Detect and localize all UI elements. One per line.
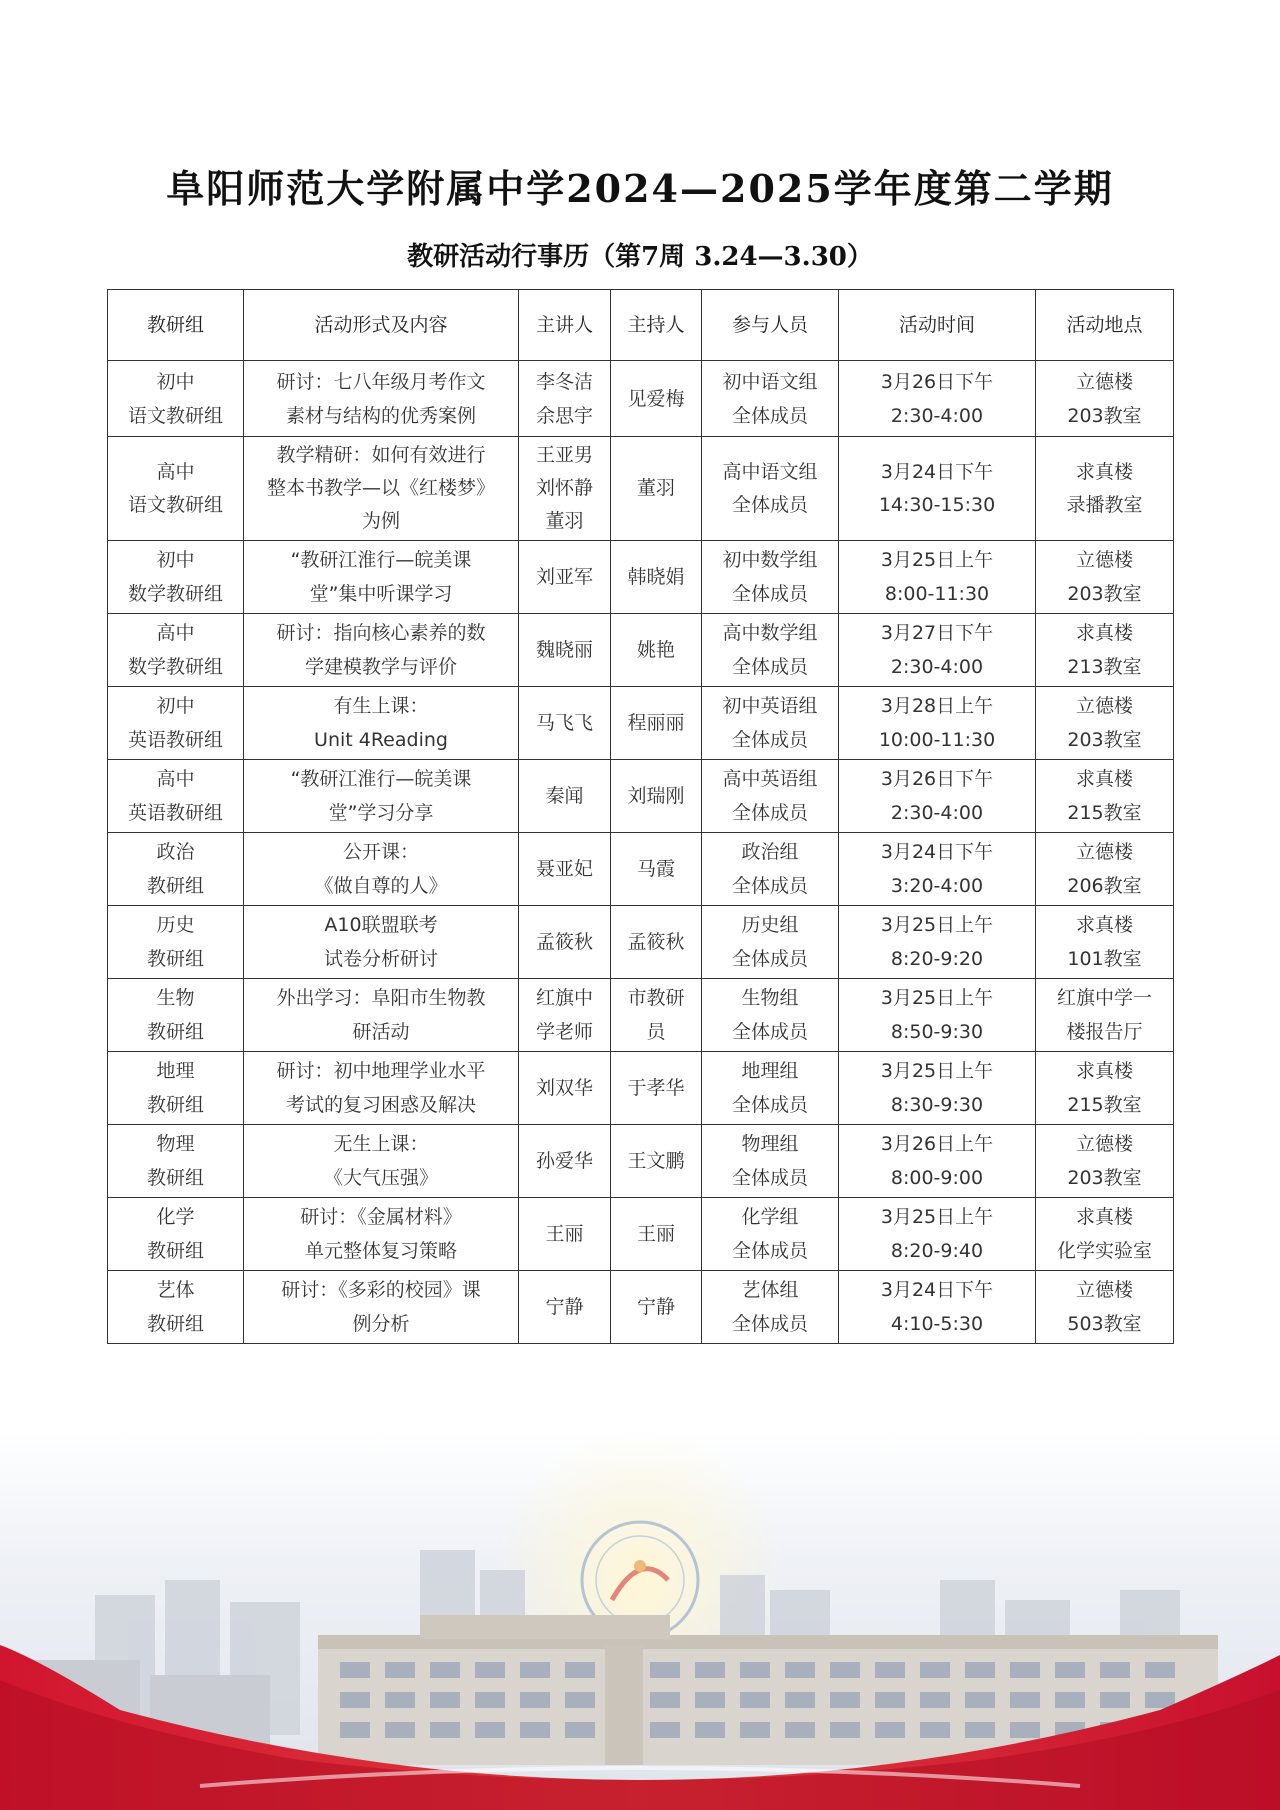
cell-text-line: 孟筱秋 [627, 931, 685, 953]
cell-text-line: 历史组 [741, 914, 799, 936]
cell-text-line: 韩晓娟 [627, 566, 685, 588]
cell-text-line: 研讨：七八年级月考作文 [276, 370, 486, 393]
cell-text-line: 公开课： [342, 841, 419, 863]
cell-text-line: 求真楼 [1075, 768, 1133, 790]
table-row [108, 437, 1174, 541]
cell-text-line: 见爱梅 [627, 387, 685, 410]
table-row [108, 361, 1174, 437]
cell-text-line: 刘怀静 [535, 477, 593, 499]
cell-text-line: 生物 [156, 987, 195, 1009]
cell-text-line: 203教室 [1067, 583, 1142, 605]
cell-text-line: 全体成员 [731, 656, 808, 678]
speaker-cell [519, 1052, 611, 1125]
cell-text-line: 教研组 [146, 875, 204, 897]
column-header: 主持人 [611, 290, 702, 361]
participants-cell [702, 361, 839, 437]
content-cell [244, 1271, 519, 1344]
column-header: 参与人员 [702, 290, 839, 361]
participants-cell [702, 614, 839, 687]
participants-cell [702, 760, 839, 833]
place-cell [1036, 1198, 1174, 1271]
cell-text-line: 化学 [156, 1206, 195, 1228]
cell-text-line: 3月25日上午 [880, 549, 994, 571]
cell-text-line: 101教室 [1067, 948, 1142, 970]
cell-text-line: 艺体 [156, 1279, 195, 1301]
place-cell [1036, 361, 1174, 437]
place-cell [1036, 833, 1174, 906]
table-header-row [108, 290, 1174, 361]
cell-text-line: 全体成员 [731, 583, 808, 605]
cell-text-line: 红旗中学一 [1056, 987, 1152, 1009]
place-cell [1036, 979, 1174, 1052]
cell-text-line: 立德楼 [1075, 370, 1133, 393]
cell-text-line: 研讨：《金属材料》 [300, 1206, 462, 1228]
cell-text-line: 8:30-9:30 [890, 1094, 984, 1116]
cell-text-line: 数学教研组 [127, 583, 223, 605]
cell-text-line: 8:00-11:30 [884, 583, 990, 605]
cell-text-line: 全体成员 [731, 875, 808, 897]
cell-text-line: 203教室 [1067, 1167, 1142, 1189]
host-cell [611, 1052, 702, 1125]
cell-text-line: 全体成员 [731, 1240, 808, 1262]
cell-text-line: 求真楼 [1075, 1206, 1133, 1228]
cell-text-line: 215教室 [1067, 802, 1142, 824]
time-cell [839, 614, 1036, 687]
speaker-cell [519, 760, 611, 833]
time-cell [839, 979, 1036, 1052]
cell-text-line: 初中 [156, 549, 195, 571]
time-cell [839, 1198, 1036, 1271]
cell-text-line: 全体成员 [731, 1313, 808, 1335]
speaker-cell [519, 833, 611, 906]
campus-footer-illustration [0, 1430, 1280, 1810]
group-cell [108, 541, 244, 614]
time-cell [839, 833, 1036, 906]
cell-text-line: 化学实验室 [1056, 1240, 1152, 1262]
cell-text-line: 3月24日下午 [880, 460, 994, 483]
place-cell [1036, 906, 1174, 979]
group-cell [108, 1125, 244, 1198]
table-row [108, 1198, 1174, 1271]
cell-text-line: 魏晓丽 [535, 639, 593, 661]
speaker-cell [519, 614, 611, 687]
cell-text-line: 立德楼 [1075, 1279, 1133, 1301]
content-cell [244, 906, 519, 979]
cell-text-line: 14:30-15:30 [878, 493, 996, 516]
place-cell [1036, 1271, 1174, 1344]
cell-text-line: 单元整体复习策略 [304, 1240, 457, 1262]
time-cell [839, 760, 1036, 833]
cell-text-line: 全体成员 [731, 729, 808, 751]
content-cell [244, 1125, 519, 1198]
table-row [108, 614, 1174, 687]
time-cell [839, 1125, 1036, 1198]
cell-text-line: 语文教研组 [127, 404, 223, 427]
place-cell [1036, 1125, 1174, 1198]
cell-text-line: 学建模教学与评价 [304, 656, 457, 678]
host-cell [611, 1271, 702, 1344]
cell-text-line: 教研组 [146, 1240, 204, 1262]
speaker-cell [519, 687, 611, 760]
time-cell [839, 687, 1036, 760]
cell-text-line: 刘亚军 [535, 566, 593, 588]
speaker-cell [519, 1271, 611, 1344]
host-cell [611, 361, 702, 437]
cell-text-line: 初中语文组 [722, 370, 818, 393]
page-subtitle: 教研活动行事历（第7周 3.24—3.30） [407, 242, 873, 272]
cell-text-line: 教研组 [146, 948, 204, 970]
cell-text-line: 3月25日上午 [880, 1060, 994, 1082]
place-cell [1036, 541, 1174, 614]
group-cell [108, 760, 244, 833]
time-cell [839, 437, 1036, 541]
page-title: 阜阳师范大学附属中学2024—2025学年度第二学期 [166, 166, 1114, 211]
cell-text-line: 立德楼 [1075, 695, 1133, 717]
cell-text-line: 王丽 [636, 1223, 675, 1245]
cell-text-line: “教研江淮行—皖美课 [290, 768, 472, 790]
cell-text-line: 红旗中 [535, 987, 593, 1009]
cell-text-line: 研讨：《多彩的校园》课 [281, 1279, 481, 1301]
schedule-body [108, 361, 1174, 1344]
content-cell [244, 614, 519, 687]
cell-text-line: 全体成员 [731, 948, 808, 970]
cell-text-line: Unit 4Reading [314, 729, 448, 751]
cell-text-line: 考试的复习困惑及解决 [285, 1094, 476, 1116]
table-row [108, 1125, 1174, 1198]
cell-text-line: 3月25日上午 [880, 1206, 994, 1228]
cell-text-line: 于孝华 [627, 1077, 685, 1099]
cell-text-line: 高中语文组 [722, 460, 818, 483]
cell-text-line: 立德楼 [1075, 1133, 1133, 1155]
cell-text-line: 为例 [361, 510, 400, 532]
cell-text-line: 录播教室 [1066, 493, 1143, 516]
content-cell [244, 1198, 519, 1271]
cell-text-line: A10联盟联考 [324, 914, 438, 936]
content-cell [244, 979, 519, 1052]
cell-text-line: 历史 [156, 914, 195, 936]
cell-text-line: 英语教研组 [127, 802, 223, 824]
column-header: 活动地点 [1036, 290, 1174, 361]
cell-text-line: 3月24日下午 [880, 841, 994, 863]
cell-text-line: 李冬洁 [535, 370, 593, 393]
cell-text-line: 楼报告厅 [1066, 1021, 1143, 1043]
cell-text-line: 高中 [156, 622, 195, 644]
cell-text-line: 刘双华 [535, 1077, 593, 1099]
speaker-cell [519, 906, 611, 979]
participants-cell [702, 979, 839, 1052]
cell-text-line: 宁静 [545, 1296, 584, 1318]
speaker-cell [519, 541, 611, 614]
cell-text-line: 全体成员 [731, 404, 808, 427]
cell-text-line: 马霞 [636, 858, 675, 880]
cell-text-line: 研讨：初中地理学业水平 [276, 1060, 486, 1082]
content-cell [244, 833, 519, 906]
cell-text-line: 全体成员 [731, 1021, 808, 1043]
group-cell [108, 979, 244, 1052]
cell-text-line: 员 [646, 1021, 666, 1043]
table-row [108, 1271, 1174, 1344]
cell-text-line: 8:00-9:00 [890, 1167, 984, 1189]
cell-text-line: 高中 [156, 460, 195, 483]
cell-text-line: 物理 [156, 1133, 195, 1155]
participants-cell [702, 1052, 839, 1125]
cell-text-line: 求真楼 [1075, 460, 1133, 483]
speaker-cell [519, 361, 611, 437]
cell-text-line: 初中 [156, 695, 195, 717]
cell-text-line: 2:30-4:00 [890, 404, 984, 427]
group-cell [108, 1052, 244, 1125]
cell-text-line: 素材与结构的优秀案例 [285, 404, 476, 427]
cell-text-line: 10:00-11:30 [878, 729, 996, 751]
cell-text-line: 堂”学习分享 [328, 802, 434, 824]
cell-text-line: 《大气压强》 [323, 1167, 438, 1189]
cell-text-line: 市教研 [627, 987, 685, 1009]
table-row [108, 1052, 1174, 1125]
cell-text-line: 全体成员 [731, 493, 808, 516]
cell-text-line: 求真楼 [1075, 914, 1133, 936]
cell-text-line: 教学精研：如何有效进行 [276, 444, 486, 466]
host-cell [611, 833, 702, 906]
cell-text-line: 生物组 [741, 987, 799, 1009]
cell-text-line: 206教室 [1067, 875, 1142, 897]
cell-text-line: 全体成员 [731, 1167, 808, 1189]
cell-text-line: 王丽 [545, 1223, 584, 1245]
participants-cell [702, 1125, 839, 1198]
cell-text-line: 8:50-9:30 [890, 1021, 984, 1043]
cell-text-line: 求真楼 [1075, 1060, 1133, 1082]
cell-text-line: 刘瑞刚 [627, 785, 685, 807]
cell-text-line: 4:10-5:30 [890, 1313, 984, 1335]
table-row [108, 760, 1174, 833]
cell-text-line: 董羽 [545, 510, 584, 532]
cell-text-line: 研讨：指向核心素养的数 [276, 622, 486, 644]
cell-text-line: 高中英语组 [722, 768, 818, 790]
cell-text-line: 3月25日上午 [880, 987, 994, 1009]
time-cell [839, 541, 1036, 614]
cell-text-line: 503教室 [1067, 1313, 1142, 1335]
cell-text-line: 艺体组 [741, 1279, 799, 1301]
place-cell [1036, 614, 1174, 687]
content-cell [244, 687, 519, 760]
time-cell [839, 1271, 1036, 1344]
group-cell [108, 614, 244, 687]
host-cell [611, 687, 702, 760]
host-cell [611, 614, 702, 687]
cell-text-line: 初中英语组 [722, 695, 818, 717]
group-cell [108, 906, 244, 979]
speaker-cell [519, 1198, 611, 1271]
table-row [108, 541, 1174, 614]
column-header: 主讲人 [519, 290, 611, 361]
group-cell [108, 687, 244, 760]
cell-text-line: 高中数学组 [722, 622, 818, 644]
time-cell [839, 361, 1036, 437]
host-cell [611, 437, 702, 541]
cell-text-line: 孙爱华 [535, 1150, 593, 1172]
cell-text-line: 8:20-9:40 [890, 1240, 984, 1262]
cell-text-line: 王亚男 [535, 444, 593, 466]
cell-text-line: 姚艳 [636, 639, 675, 661]
cell-text-line: 3月25日上午 [880, 914, 994, 936]
cell-text-line: 董羽 [636, 477, 675, 499]
cell-text-line: 3月24日下午 [880, 1279, 994, 1301]
cell-text-line: 例分析 [352, 1313, 410, 1335]
participants-cell [702, 687, 839, 760]
cell-text-line: 物理组 [741, 1133, 799, 1155]
participants-cell [702, 1271, 839, 1344]
time-cell [839, 906, 1036, 979]
cell-text-line: 化学组 [741, 1206, 799, 1228]
table-row [108, 906, 1174, 979]
cell-text-line: 2:30-4:00 [890, 656, 984, 678]
host-cell [611, 1198, 702, 1271]
cell-text-line: 教研组 [146, 1167, 204, 1189]
cell-text-line: 余思宇 [535, 404, 593, 427]
cell-text-line: 全体成员 [731, 802, 808, 824]
cell-text-line: 教研组 [146, 1313, 204, 1335]
speaker-cell [519, 437, 611, 541]
cell-text-line: 教研组 [146, 1094, 204, 1116]
cell-text-line: 2:30-4:00 [890, 802, 984, 824]
cell-text-line: 王文鹏 [627, 1150, 685, 1172]
cell-text-line: 8:20-9:20 [890, 948, 984, 970]
cell-text-line: 3月26日下午 [880, 370, 994, 393]
group-cell [108, 1271, 244, 1344]
cell-text-line: 地理 [156, 1060, 195, 1082]
schedule-table [107, 289, 1174, 1344]
content-cell [244, 1052, 519, 1125]
cell-text-line: 英语教研组 [127, 729, 223, 751]
participants-cell [702, 437, 839, 541]
host-cell [611, 979, 702, 1052]
cell-text-line: “教研江淮行—皖美课 [290, 549, 472, 571]
cell-text-line: 整本书教学—以《红楼梦》 [266, 477, 495, 499]
cell-text-line: 215教室 [1067, 1094, 1142, 1116]
content-cell [244, 437, 519, 541]
table-row [108, 687, 1174, 760]
cell-text-line: 高中 [156, 768, 195, 790]
participants-cell [702, 1198, 839, 1271]
column-header: 活动时间 [839, 290, 1036, 361]
table-row [108, 833, 1174, 906]
column-header: 教研组 [108, 290, 244, 361]
cell-text-line: 有生上课： [333, 695, 429, 717]
cell-text-line: 立德楼 [1075, 841, 1133, 863]
cell-text-line: 213教室 [1067, 656, 1142, 678]
place-cell [1036, 437, 1174, 541]
cell-text-line: 研活动 [352, 1021, 410, 1043]
participants-cell [702, 833, 839, 906]
cell-text-line: 聂亚妃 [535, 858, 593, 880]
cell-text-line: 初中数学组 [722, 549, 818, 571]
cell-text-line: 孟筱秋 [535, 931, 593, 953]
cell-text-line: 203教室 [1067, 404, 1142, 427]
cell-text-line: 数学教研组 [127, 656, 223, 678]
cell-text-line: 地理组 [741, 1060, 799, 1082]
group-cell [108, 437, 244, 541]
host-cell [611, 760, 702, 833]
participants-cell [702, 906, 839, 979]
cell-text-line: 语文教研组 [127, 493, 223, 516]
cell-text-line: 政治 [156, 841, 195, 863]
content-cell [244, 541, 519, 614]
group-cell [108, 1198, 244, 1271]
cell-text-line: 《做自尊的人》 [314, 875, 448, 897]
host-cell [611, 1125, 702, 1198]
speaker-cell [519, 979, 611, 1052]
table-row [108, 979, 1174, 1052]
group-cell [108, 833, 244, 906]
host-cell [611, 906, 702, 979]
column-header: 活动形式及内容 [244, 290, 519, 361]
host-cell [611, 541, 702, 614]
cell-text-line: 教研组 [146, 1021, 204, 1043]
participants-cell [702, 541, 839, 614]
group-cell [108, 361, 244, 437]
cell-text-line: 学老师 [535, 1021, 593, 1043]
cell-text-line: 3月28日上午 [880, 695, 994, 717]
cell-text-line: 3:20-4:00 [890, 875, 984, 897]
cell-text-line: 秦闻 [545, 785, 584, 807]
cell-text-line: 外出学习：阜阳市生物教 [276, 987, 486, 1009]
cell-text-line: 宁静 [636, 1296, 675, 1318]
speaker-cell [519, 1125, 611, 1198]
cell-text-line: 马飞飞 [535, 712, 593, 734]
place-cell [1036, 687, 1174, 760]
content-cell [244, 760, 519, 833]
cell-text-line: 无生上课： [333, 1133, 429, 1155]
cell-text-line: 3月26日上午 [880, 1133, 994, 1155]
time-cell [839, 1052, 1036, 1125]
place-cell [1036, 1052, 1174, 1125]
cell-text-line: 3月27日下午 [880, 622, 994, 644]
cell-text-line: 程丽丽 [627, 712, 685, 734]
cell-text-line: 政治组 [741, 841, 799, 863]
content-cell [244, 361, 519, 437]
cell-text-line: 堂”集中听课学习 [309, 583, 453, 605]
cell-text-line: 203教室 [1067, 729, 1142, 751]
place-cell [1036, 760, 1174, 833]
cell-text-line: 3月26日下午 [880, 768, 994, 790]
cell-text-line: 初中 [156, 370, 195, 393]
cell-text-line: 试卷分析研讨 [323, 948, 438, 970]
cell-text-line: 立德楼 [1075, 549, 1133, 571]
cell-text-line: 求真楼 [1075, 622, 1133, 644]
cell-text-line: 全体成员 [731, 1094, 808, 1116]
